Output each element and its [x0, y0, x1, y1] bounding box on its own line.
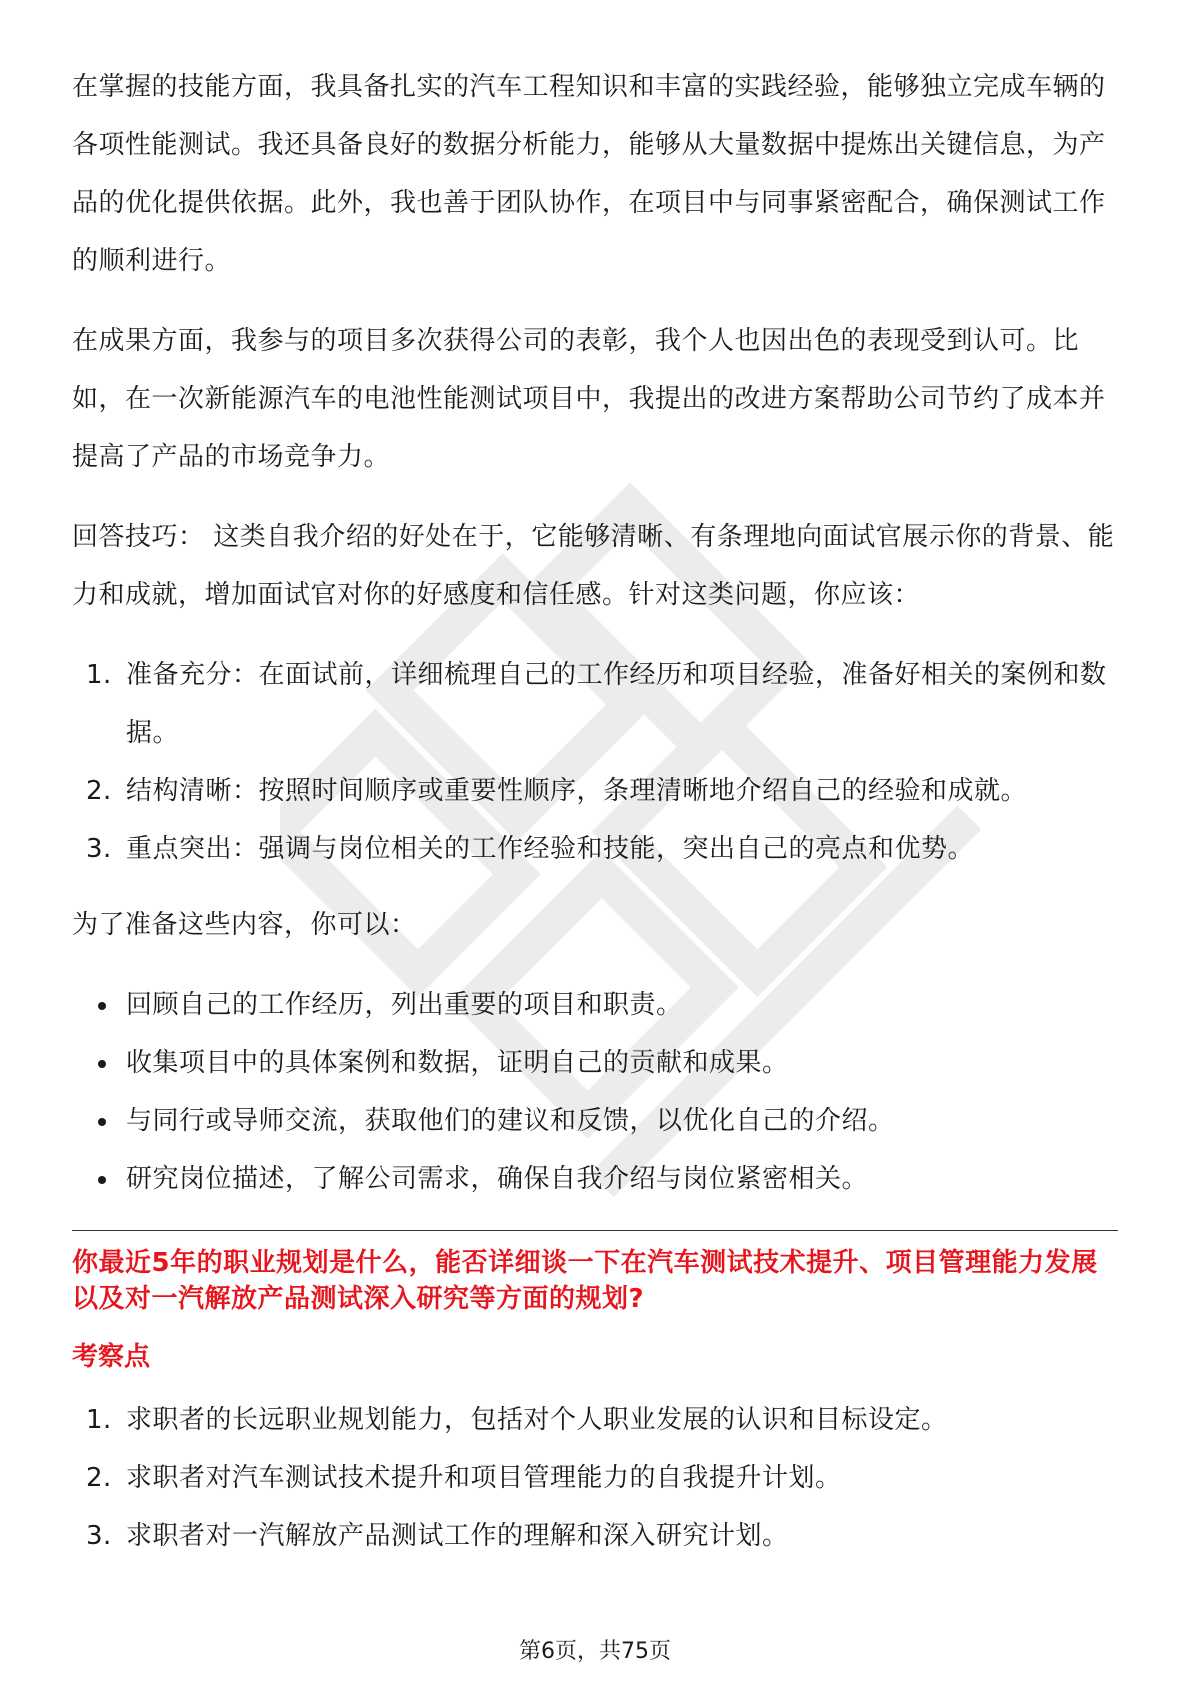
list-item-text: 求职者对汽车测试技术提升和项目管理能力的自我提升计划。: [126, 1463, 842, 1493]
list-item-text: 结构清晰：按照时间顺序或重要性顺序，条理清晰地介绍自己的经验和成就。: [126, 776, 1028, 806]
list-item-text: 研究岗位描述，了解公司需求，确保自我介绍与岗位紧密相关。: [126, 1164, 869, 1194]
bullet-icon: [98, 1002, 106, 1010]
section-divider: [72, 1230, 1118, 1231]
list-number: 2.: [86, 776, 112, 806]
points-title: 考察点: [72, 1342, 151, 1372]
tips-list: [72, 646, 1118, 878]
list-item-text: 收集项目中的具体案例和数据，证明自己的贡献和成果。: [126, 1048, 789, 1078]
prep-intro: 为了准备这些内容，你可以：: [72, 910, 417, 940]
skills-paragraph: 在掌握的技能方面，我具备扎实的汽车工程知识和丰富的实践经验，能够独立完成车辆的各项性能测试。我还具备良好的数据分析能力，能够从大量数据中提炼出关键信息，为产品的优化提供依据。此外，我也善于团队协作，在项目中与同事紧密配合，确保测试工作的顺利进行。: [72, 72, 1106, 276]
bullet-icon: [98, 1176, 106, 1184]
list-item: [72, 1150, 1118, 1208]
bullet-icon: [98, 1060, 106, 1068]
list-number: 3.: [86, 1521, 112, 1551]
list-item: [72, 1391, 1118, 1449]
question-heading: 你最近5年的职业规划是什么，能否详细谈一下在汽车测试技术提升、项目管理能力发展以及对一汽解放产品测试深入研究等方面的规划?: [72, 1248, 1098, 1314]
bullet-icon: [98, 1118, 106, 1126]
list-item-text: 重点突出：强调与岗位相关的工作经验和技能，突出自己的亮点和优势。: [126, 834, 975, 864]
main-content: [72, 58, 1118, 1583]
list-item-text: 求职者的长远职业规划能力，包括对个人职业发展的认识和目标设定。: [126, 1405, 948, 1435]
list-number: 2.: [86, 1463, 112, 1493]
list-item: [72, 1034, 1118, 1092]
list-item-text: 准备充分：在面试前，详细梳理自己的工作经历和项目经验，准备好相关的案例和数据。: [126, 660, 1107, 748]
list-item: [72, 1449, 1118, 1507]
list-item: [72, 762, 1118, 820]
page-footer: 第6页，共75页: [519, 1639, 671, 1664]
list-item: [72, 1507, 1118, 1565]
list-item: [72, 646, 1118, 762]
list-item-text: 回顾自己的工作经历，列出重要的项目和职责。: [126, 990, 683, 1020]
list-item-text: 与同行或导师交流，获取他们的建议和反馈，以优化自己的介绍。: [126, 1106, 895, 1136]
list-item: [72, 1092, 1118, 1150]
list-number: 1.: [86, 660, 112, 690]
achievements-paragraph: 在成果方面，我参与的项目多次获得公司的表彰，我个人也因出色的表现受到认可。比如，在一次新能源汽车的电池性能测试项目中，我提出的改进方案帮助公司节约了成本并提高了产品的市场竞争力。: [72, 326, 1106, 472]
points-list: [72, 1391, 1118, 1565]
list-number: 3.: [86, 834, 112, 864]
list-number: 1.: [86, 1405, 112, 1435]
list-item: [72, 820, 1118, 878]
list-item-text: 求职者对一汽解放产品测试工作的理解和深入研究计划。: [126, 1521, 789, 1551]
list-item: [72, 976, 1118, 1034]
answer-tips-paragraph: 回答技巧： 这类自我介绍的好处在于，它能够清晰、有条理地向面试官展示你的背景、能力和成就，增加面试官对你的好感度和信任感。针对这类问题，你应该：: [72, 522, 1115, 610]
prep-list: [72, 976, 1118, 1208]
